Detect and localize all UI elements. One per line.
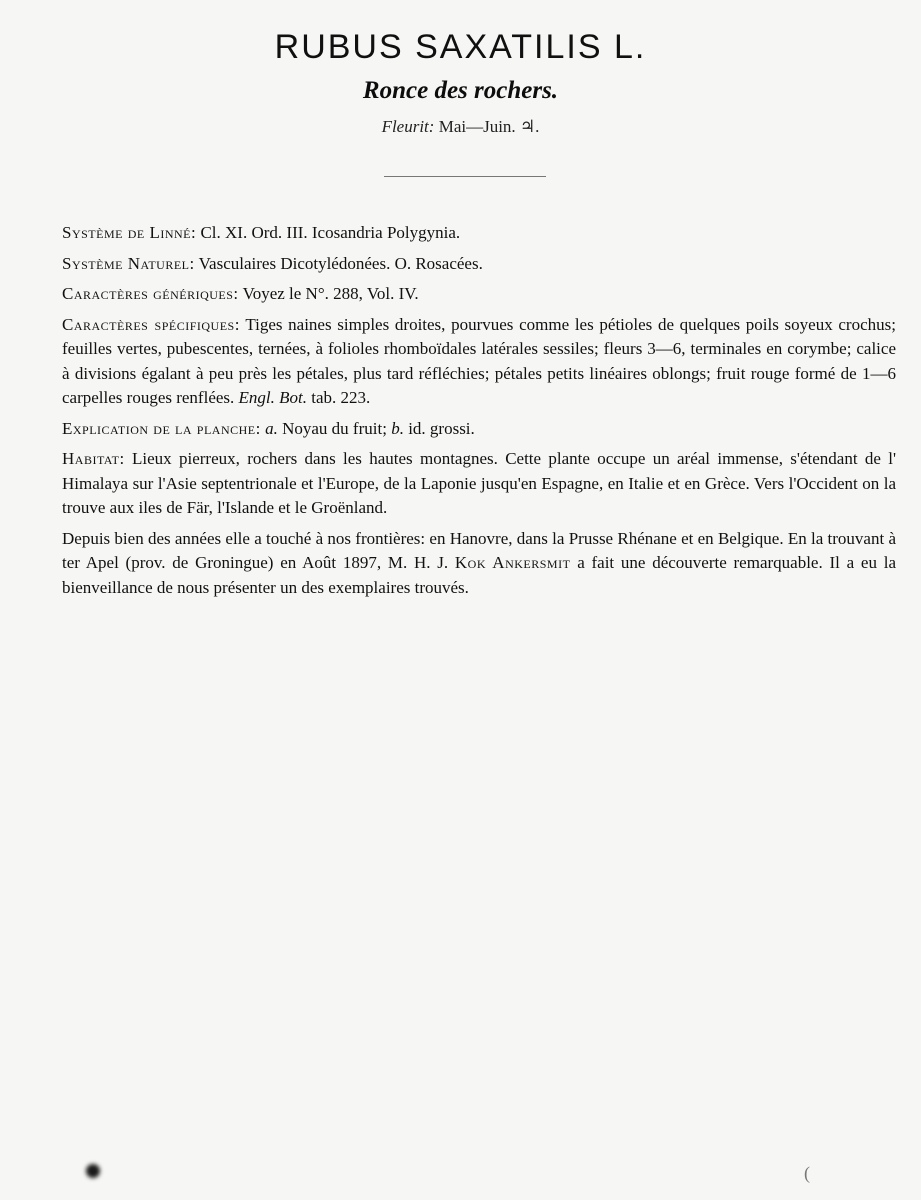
description-body (62, 221, 896, 606)
generiques-label: Caractères génériques: (62, 284, 239, 303)
history-paragraph (62, 527, 896, 601)
history-text-before: Depuis bien des années elle a touché à nos frontières: en Hanovre, dans la Prusse Rhénane et en Belgique. En la trouvant à ter Apel (prov. de Groningue) en Août 1897, M. H. J. (62, 528, 896, 572)
specifiques-paragraph (62, 313, 896, 411)
linne-text: Cl. XI. Ord. III. Icosandria Polygynia. (200, 223, 461, 242)
ink-blot (86, 1164, 100, 1178)
specifiques-label: Caractères spécifiques: (62, 314, 240, 334)
habitat-paragraph (62, 447, 896, 521)
specifiques-reference-tail: tab. 223. (311, 388, 371, 407)
explication-text-b: id. grossi. (408, 418, 475, 438)
flowering-value: Mai—Juin. ♃. (438, 117, 540, 136)
generiques-text: Voyez le N°. 288, Vol. IV. (242, 284, 419, 303)
explication-text-a: Noyau du fruit; (282, 418, 387, 438)
specifiques-text: Tiges naines simples droites, pourvues comme les pétioles de quelques poils soyeux crochus; feuilles vertes, pubescentes, ternées, à folioles rhomboïdales latérales sessiles; fleurs 3—6, terminales en corymbe; calice à divisions égalant à peu près les pétales, plus tard réfléchies; pétales petits linéaires oblongs; fruit rouge formé de 1—6 carpelles rouges renflées. (62, 314, 896, 407)
habitat-label: Habitat: (62, 449, 125, 468)
naturel-text: Vasculaires Dicotylédonées. O. Rosacées. (198, 253, 483, 273)
naturel-paragraph (62, 252, 896, 277)
linne-paragraph (62, 221, 896, 246)
explication-label: Explication de la planche: (62, 418, 261, 438)
collector-name: Kok Ankersmit (454, 553, 571, 572)
linne-label: Système de Linné: (62, 223, 197, 242)
flowering-label: Fleurit: (381, 117, 435, 136)
history-text-after: a fait une découverte remarquable. Il a eu la bienveillance de nous présenter un des exemplaires trouvés. (62, 553, 896, 597)
page-subtitle: Ronce des rochers. (362, 77, 559, 104)
section-divider (384, 176, 546, 177)
footer-mark: ( (804, 1163, 810, 1183)
explication-letter-b: b. (391, 418, 404, 438)
generiques-paragraph (62, 282, 896, 307)
naturel-label: Système Naturel: (62, 253, 195, 273)
page-title: RUBUS SAXATILIS L. (274, 28, 647, 66)
flowering-line (0, 117, 921, 137)
habitat-text: Lieux pierreux, rochers dans les hautes montagnes. Cette plante occupe un aréal immense, s'étendant de l' Himalaya sur l'Asie septentrionale et l'Europe, de la Laponie jusqu'en Espagne, en Italie et en Grèce. Vers l'Occident on la trouve aux iles de Fär, l'Islande et le Groënland. (62, 449, 897, 517)
explication-paragraph (62, 417, 896, 442)
specifiques-reference: Engl. Bot. (238, 388, 307, 407)
explication-letter-a: a. (265, 418, 278, 438)
